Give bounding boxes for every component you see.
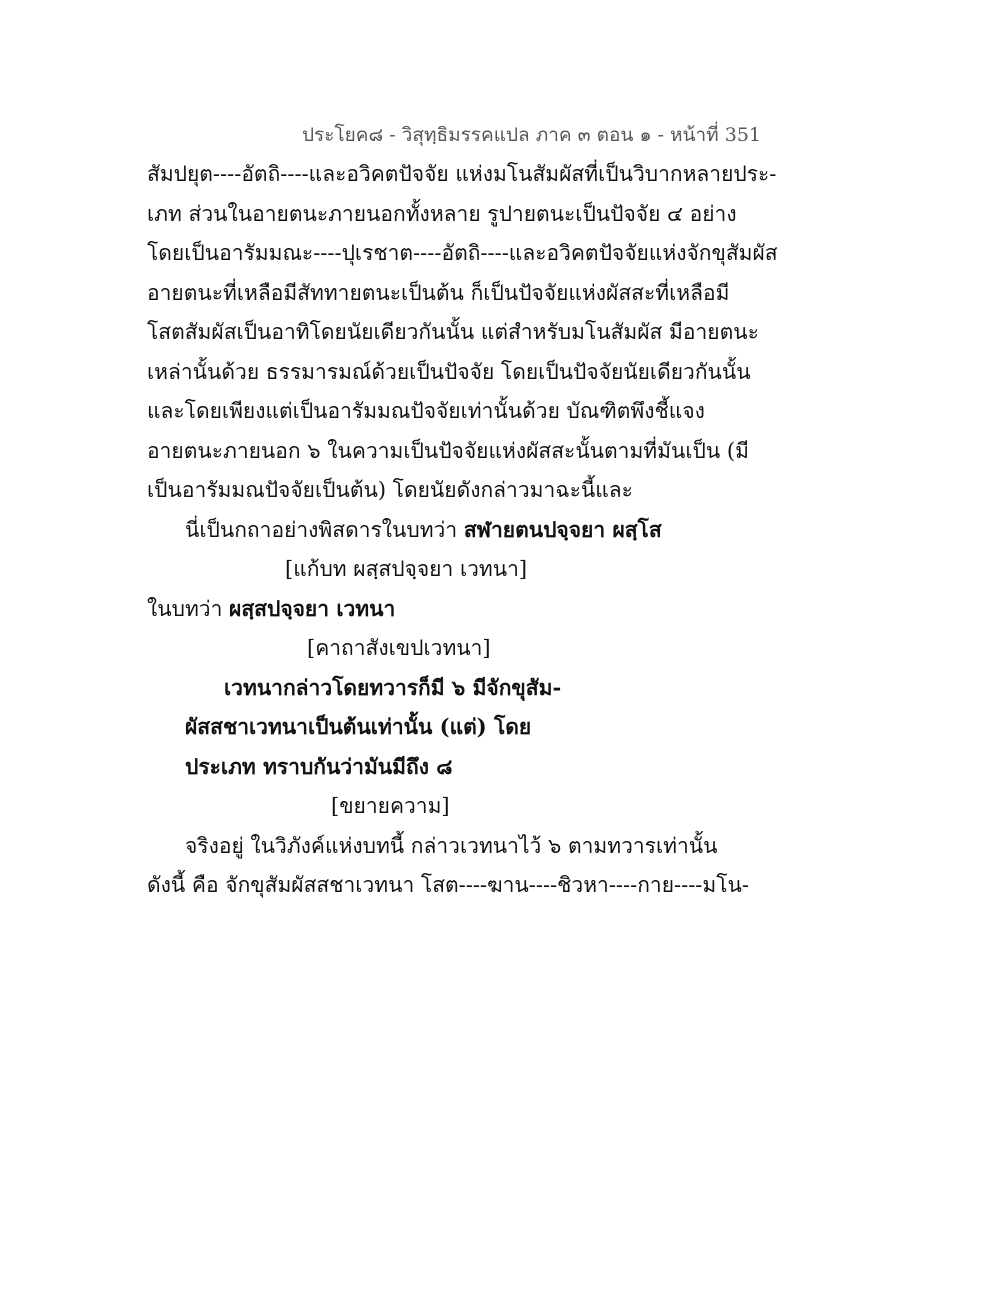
text-line: เป็นอารัมมณปัจจัยเป็นต้น) โดยนัยดังกล่าวมาฉะนี้และ	[147, 478, 633, 502]
text-line: ดังนี้ คือ จักขุสัมผัสสชาเวทนา โสต----ฆาน----ชิวหา----กาย----มโน-	[147, 873, 749, 897]
page-header: ประโยค๘ - วิสุทฺธิมรรคแปล ภาค ๓ ตอน ๑ - หน้าที่ 351	[302, 124, 762, 146]
verse-line: ผัสสชาเวทนาเป็นต้นเท่านั้น (แต่) โดย	[185, 714, 532, 739]
pali-term: ผสฺสปจฺจยา เวทนา	[229, 596, 396, 621]
text-line: เภท ส่วนในอายตนะภายนอกทั้งหลาย รูปายตนะเป็นปัจจัย ๔ อย่าง	[147, 202, 737, 226]
section-heading: [แก้บท ผสฺสปจฺจยา เวทนา]	[285, 557, 528, 581]
text-line: อายตนะที่เหลือมีสัททายตนะเป็นต้น ก็เป็นปัจจัยแห่งผัสสะที่เหลือมี	[147, 281, 730, 305]
text-line: จริงอยู่ ในวิภังค์แห่งบทนี้ กล่าวเวทนาไว้ ๖ ตามทวารเท่านั้น	[185, 834, 718, 858]
text-segment: ในบทว่า	[147, 597, 230, 621]
paragraph-line	[185, 515, 662, 545]
section-heading: [คาถาสังเขปเวทนา]	[307, 636, 491, 660]
text-line: โสตสัมผัสเป็นอาทิโดยนัยเดียวกันนั้น แต่สำหรับมโนสัมผัส มีอายตนะ	[147, 320, 759, 344]
text-line: อายตนะภายนอก ๖ ในความเป็นปัจจัยแห่งผัสสะนั้นตามที่มันเป็น (มี	[147, 439, 749, 463]
text-line: โดยเป็นอารัมมณะ----ปุเรชาต----อัตถิ----และอวิคตปัจจัยแห่งจักขุสัมผัส	[147, 241, 778, 265]
paragraph-line	[147, 594, 395, 624]
text-line: และโดยเพียงแต่เป็นอารัมมณปัจจัยเท่านั้นด้วย บัณฑิตพึงชี้แจง	[147, 399, 705, 423]
pali-term: สฬายตนปจฺจยา ผสฺโส	[463, 517, 662, 542]
verse-line: ประเภท ทราบกันว่ามันมีถึง ๘	[185, 754, 453, 779]
text-segment: นี่เป็นกถาอย่างพิสดารในบทว่า	[185, 518, 464, 542]
section-heading: [ขยายความ]	[331, 794, 450, 818]
text-line: สัมปยุต----อัตถิ----และอวิคตปัจจัย แห่งมโนสัมผัสที่เป็นวิบากหลายประ-	[147, 162, 777, 186]
text-line: เหล่านั้นด้วย ธรรมารมณ์ด้วยเป็นปัจจัย โดยเป็นปัจจัยนัยเดียวกันนั้น	[147, 360, 751, 384]
verse-line: เวทนากล่าวโดยทวารก็มี ๖ มีจักขุสัม-	[224, 675, 562, 700]
